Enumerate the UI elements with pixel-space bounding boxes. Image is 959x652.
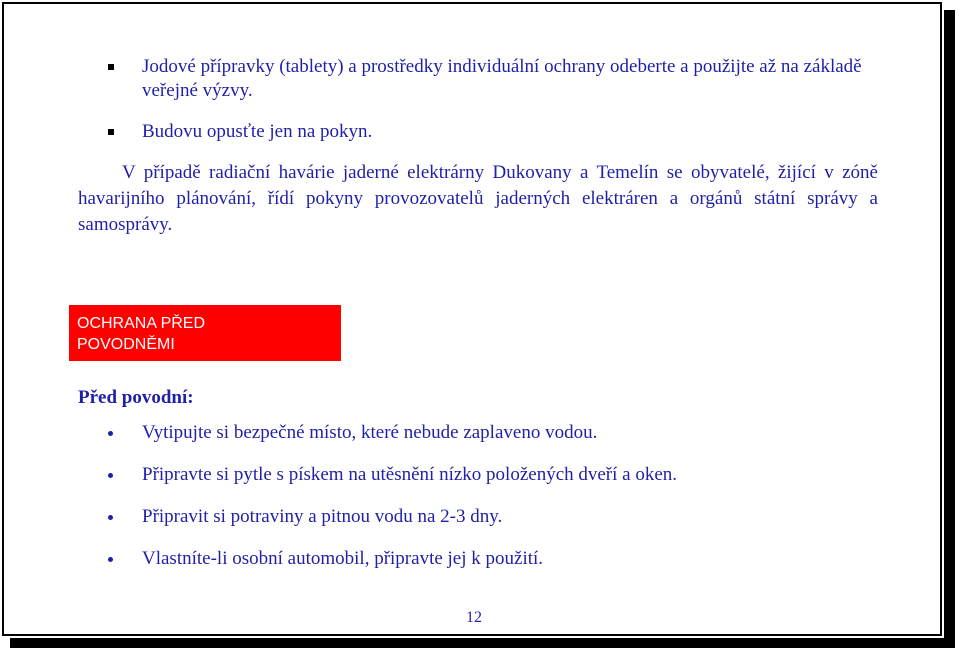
page-number: 12: [466, 609, 482, 626]
list-item: Jodové přípravky (tablety) a prostředky individuální ochrany odeberte a použijte až na základě veřejné výzvy.: [108, 55, 888, 103]
section-banner: [69, 305, 341, 361]
round-bullet-icon: [108, 515, 113, 520]
square-bullet-icon: [108, 64, 114, 70]
list-item: Budovu opusťte jen na pokyn.: [108, 120, 372, 144]
list-item: Připravte si pytle s pískem na utěsnění nízko položených dveří a oken.: [108, 463, 677, 487]
list-item: Vlastníte-li osobní automobil, připravte jej k použití.: [108, 547, 543, 571]
paragraph: V případě radiační havárie jaderné elektrárny Dukovany a Temelín se obyvatelé, žijící v zóně havarijního plánování, řídí pokyny provozovatelů jaderných elektráren a orgánů státní správy a samosprávy.: [78, 162, 878, 235]
section-heading: Před povodní:: [78, 387, 194, 408]
frame-shadow-right: [944, 10, 955, 647]
list-item: Vytipujte si bezpečné místo, které nebude zaplaveno vodou.: [108, 421, 597, 445]
round-bullet-icon: [108, 557, 113, 562]
round-bullet-icon: [108, 431, 113, 436]
banner-title: OCHRANA PŘED POVODNĚMI: [77, 315, 206, 353]
round-bullet-icon: [108, 473, 113, 478]
list-item: Připravit si potraviny a pitnou vodu na 2-3 dny.: [108, 505, 502, 529]
square-bullet-icon: [108, 129, 114, 135]
frame-shadow-bottom: [10, 638, 955, 648]
